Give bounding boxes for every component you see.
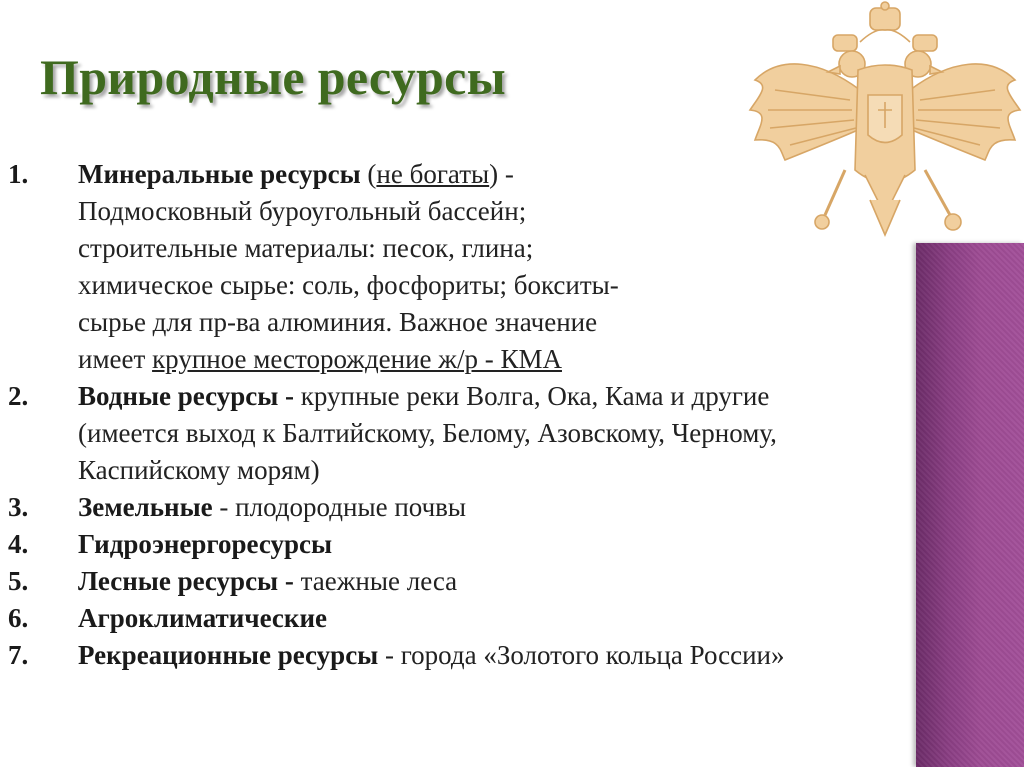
item-line-prefix: имеет — [78, 344, 153, 374]
paren-open: ( — [360, 159, 377, 189]
item-number: 3. — [8, 492, 29, 522]
item-text: - плодородные почвы — [212, 492, 467, 522]
item-body — [78, 489, 868, 526]
item-number: 4. — [8, 529, 29, 559]
underlined-deposit: крупное месторождение ж/р - КМА — [152, 344, 562, 374]
list-item-forest — [8, 563, 868, 600]
item-number: 6. — [8, 603, 29, 633]
item-body — [78, 600, 868, 637]
underlined-note: не богаты — [376, 159, 490, 189]
item-number: 2. — [8, 381, 29, 411]
item-heading: Рекреационные ресурсы — [78, 640, 379, 670]
resource-list — [8, 156, 868, 674]
item-heading: Минеральные ресурсы — [78, 159, 361, 189]
item-text: таежные леса — [293, 566, 458, 596]
item-heading: Земельные — [78, 492, 213, 522]
item-number: 5. — [8, 566, 29, 596]
item-line: строительные материалы: песок, глина; — [78, 233, 534, 263]
decorative-purple-band — [916, 243, 1024, 767]
item-number: 1. — [8, 159, 29, 189]
item-number: 7. — [8, 640, 29, 670]
list-item-mineral — [8, 156, 868, 378]
item-body — [78, 563, 868, 600]
item-heading: Гидроэнергоресурсы — [78, 529, 333, 559]
item-body — [78, 378, 868, 489]
list-item-water — [8, 378, 868, 489]
item-body — [78, 526, 868, 563]
list-item-recreation — [8, 637, 868, 674]
item-heading: Лесные ресурсы - — [78, 566, 294, 596]
item-line: Подмосковный буроугольный бассейн; — [78, 196, 527, 226]
item-heading: Агроклиматические — [78, 603, 327, 633]
paren-close: ) - — [489, 159, 514, 189]
item-line: сырье для пр-ва алюминия. Важное значение — [78, 307, 598, 337]
slide-title: Природные ресурсы — [40, 49, 506, 105]
item-text: - города «Золотого кольца России» — [378, 640, 785, 670]
item-line: химическое сырье: соль, фосфориты; бокситы- — [78, 270, 619, 300]
list-item-hydro — [8, 526, 868, 563]
item-body — [78, 637, 868, 674]
list-item-agroclimate — [8, 600, 868, 637]
list-item-land — [8, 489, 868, 526]
item-text: крупные реки Волга, Ока, Кама и другие (имеется выход к Балтийскому, Белому, Азовскому, Черному, Каспийскому морям) — [78, 381, 777, 485]
item-body — [78, 156, 868, 378]
item-heading: Водные ресурсы - — [78, 381, 295, 411]
